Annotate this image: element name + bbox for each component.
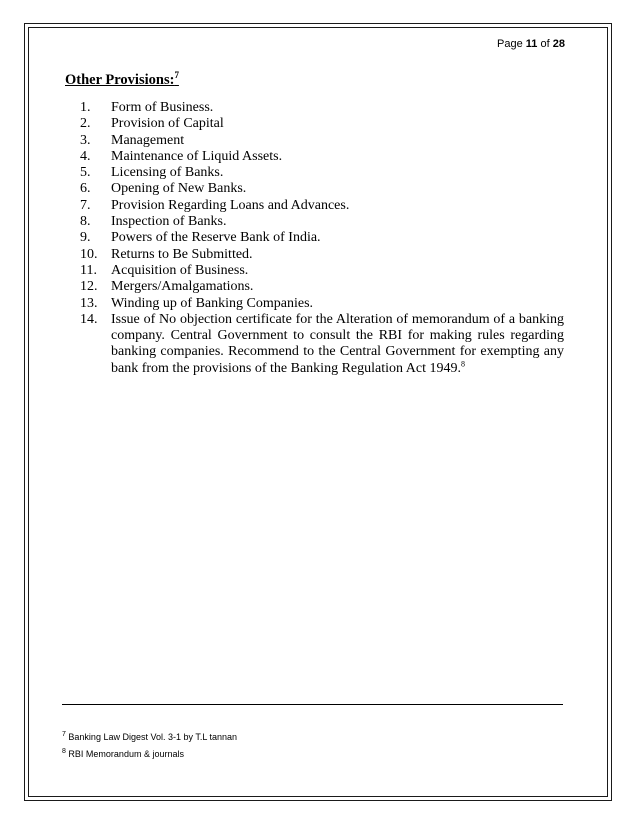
page-current: 11 [525, 38, 538, 50]
list-item: 1. Form of Business. [80, 100, 214, 115]
provisions-list [80, 100, 564, 377]
page-total: 28 [552, 38, 565, 50]
page-label: Page [497, 38, 523, 50]
list-item: 2. Provision of Capital [80, 116, 224, 132]
list-item: 14. Issue of No objection certificate for the Alteration of memorandum of a banking company. Central Government to consult the RBI for making rules regarding banking companies. Recommend to the Central Government for exempting any bank from the provisions of the Banking Regulation Act 1949.$^8$ [80, 311, 564, 376]
section-title-text: Other Provisions: [65, 72, 175, 88]
footnote-ref: 8 [460, 359, 465, 369]
section-title [65, 72, 179, 89]
footnote-ref: 7 [174, 70, 179, 81]
list-item: 13. Winding up of Banking Companies. [80, 295, 314, 311]
page-of: of [540, 38, 550, 50]
list-item: 11. Acquisition of Business. [80, 262, 249, 278]
list-item: 6. Opening of New Banks. [80, 181, 247, 197]
page-number [497, 38, 565, 50]
footnote-item: $^8$ RBI Memorandum & journals [62, 748, 184, 759]
list-item: 8. Inspection of Banks. [80, 214, 227, 230]
list-item: 12. Mergers/Amalgamations. [80, 279, 254, 295]
footnote-item: $^7$ Banking Law Digest Vol. 3-1 by T.L tannan [62, 731, 238, 742]
list-item-text: Issue of No objection certificate for the Alteration of memorandum of a banking company. Central Government to consult the RBI for making rules regarding banking companies. Recommend to the Central Government for exempting any bank from the provisions of the Banking Regulation Act 1949.$^8$ [111, 311, 564, 376]
list-item: 5. Licensing of Banks. [80, 165, 224, 181]
footnotes [62, 729, 237, 763]
list-item: 10. Returns to Be Submitted. [80, 246, 253, 262]
list-item: 3. Management [80, 132, 185, 148]
list-item: 7. Provision Regarding Loans and Advances. [80, 197, 350, 213]
list-item: 9. Powers of the Reserve Bank of India. [80, 230, 321, 246]
list-item: 4. Maintenance of Liquid Assets. [80, 148, 283, 164]
footnote-divider [62, 704, 563, 705]
